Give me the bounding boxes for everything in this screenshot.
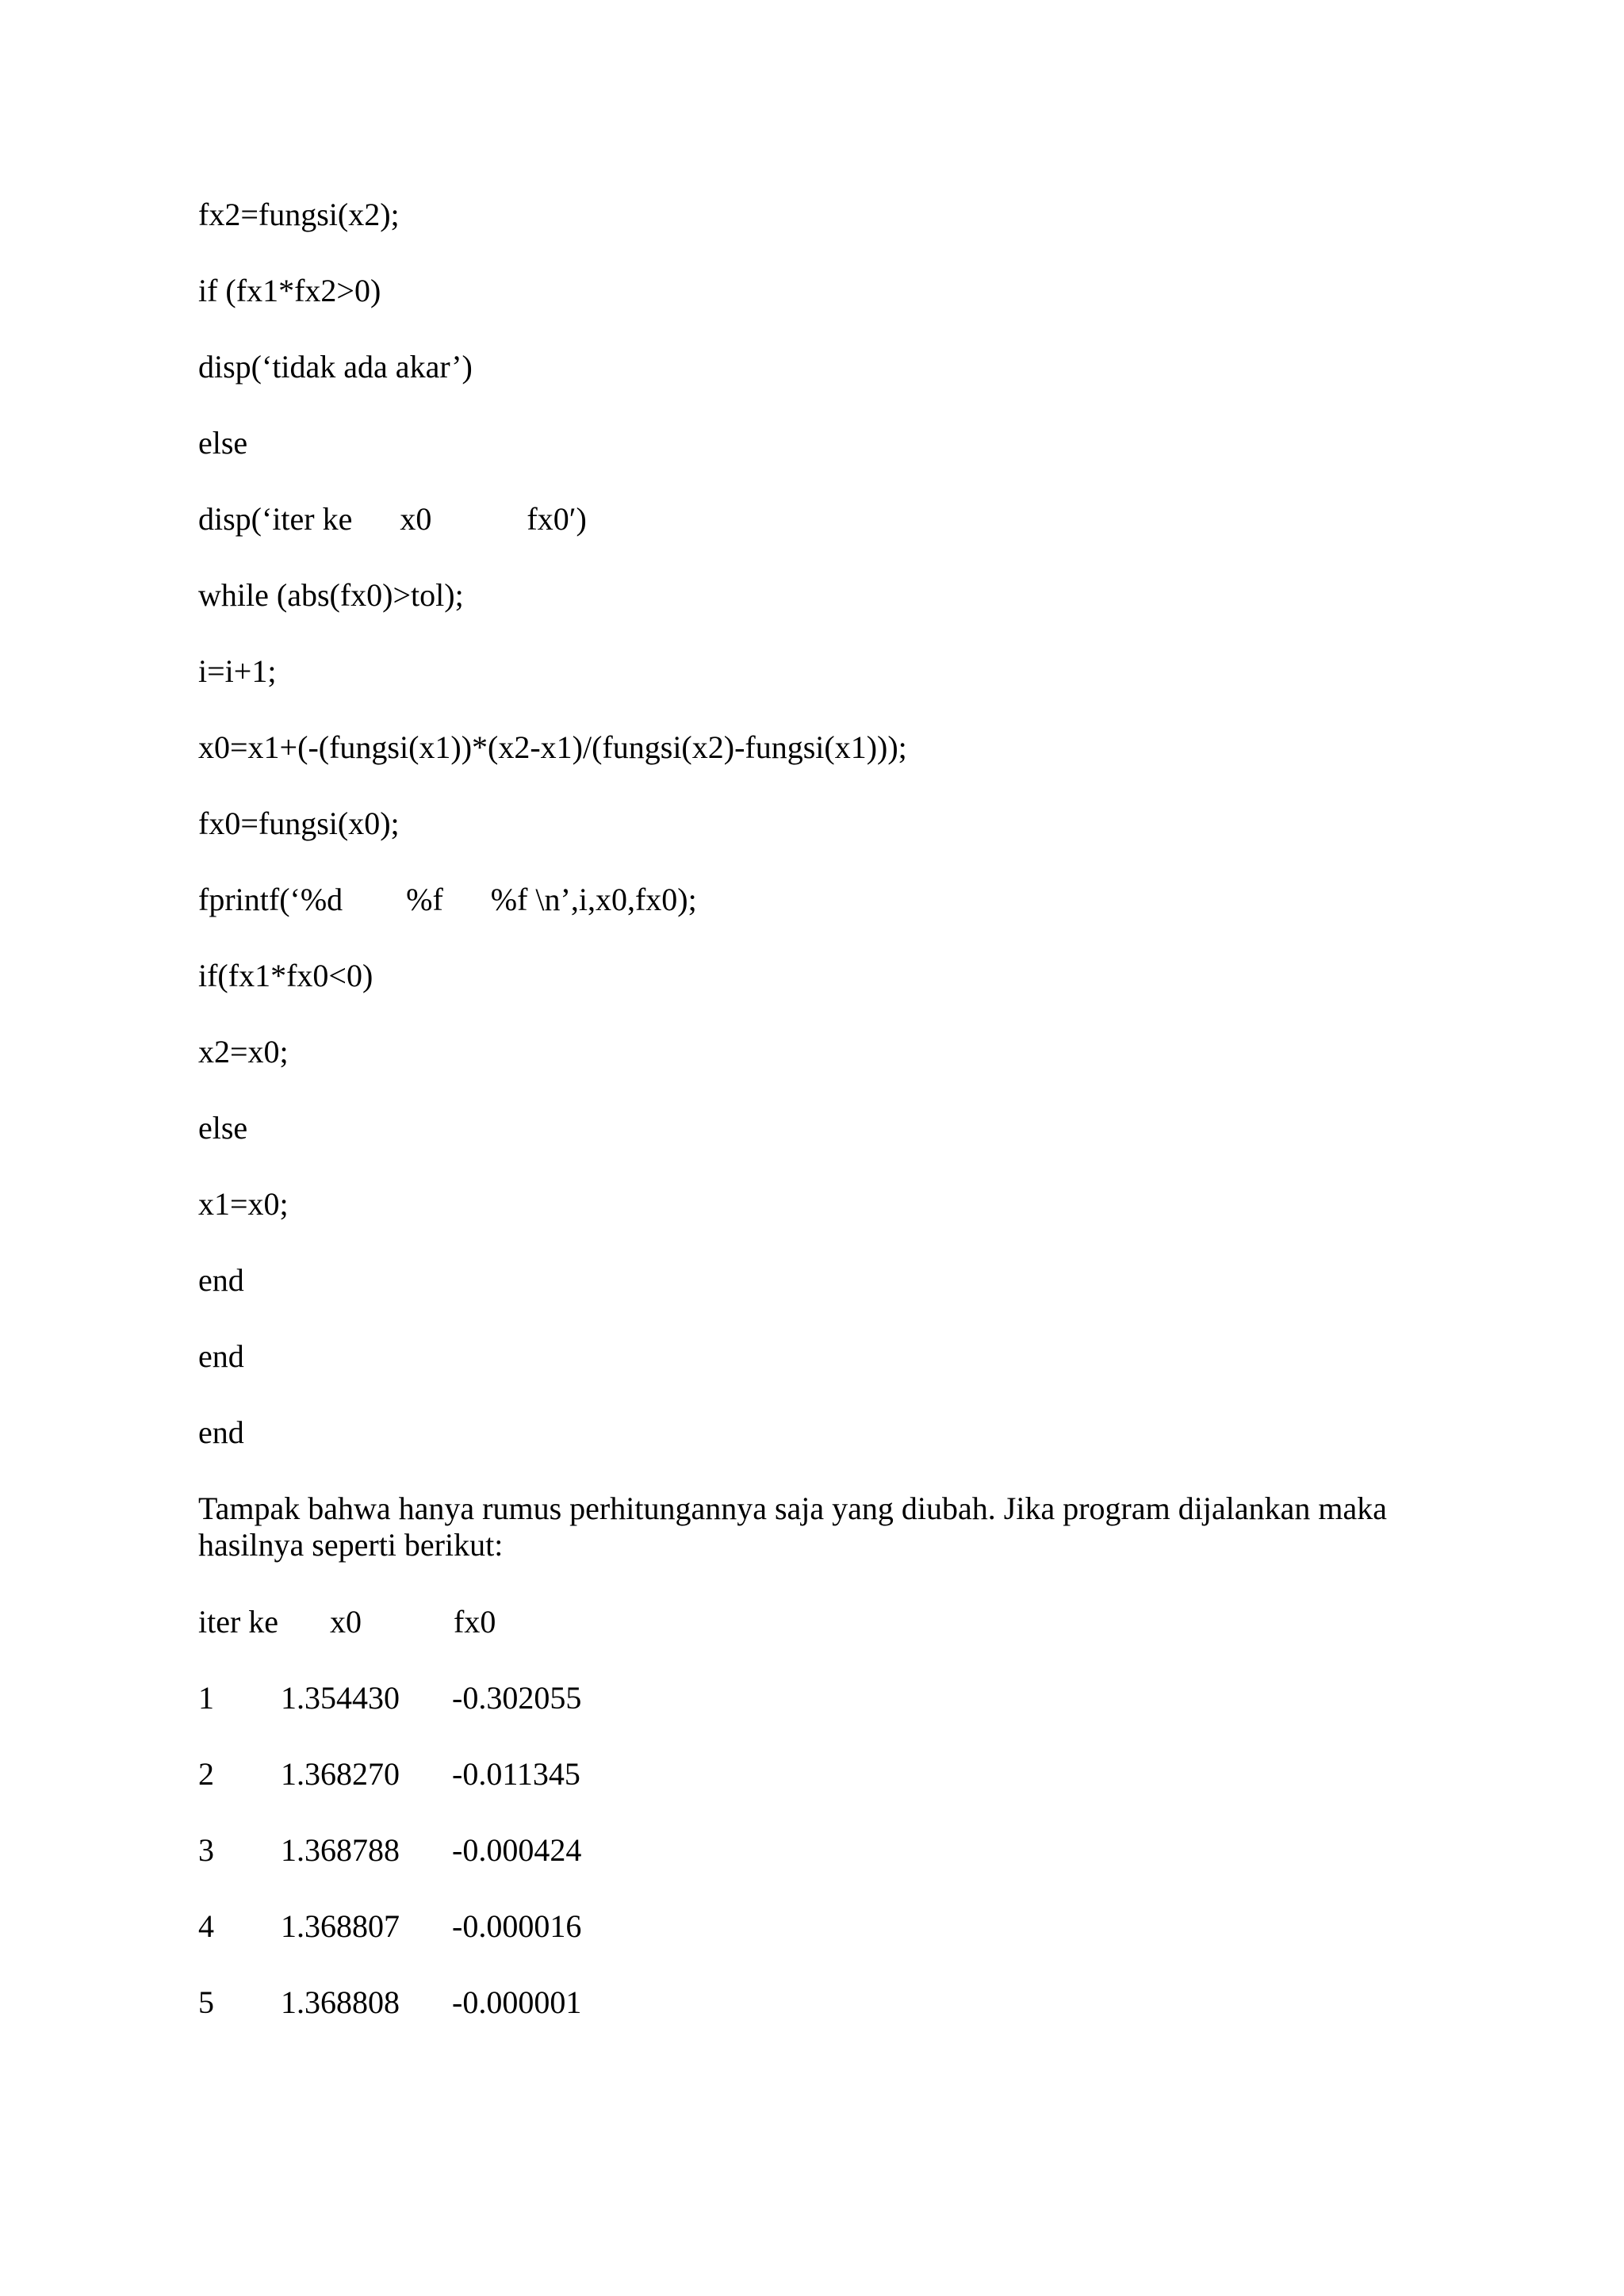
code-line: disp(‘tidak ada akar’) — [198, 349, 473, 385]
table-cell-fx0: -0.000424 — [452, 1832, 582, 1868]
table-header-iter: iter ke — [198, 1604, 279, 1640]
table-cell-fx0: -0.000016 — [452, 1908, 582, 1944]
code-line: else — [198, 425, 248, 461]
table-cell-iter: 4 — [198, 1908, 214, 1944]
code-line: x1=x0; — [198, 1186, 289, 1222]
code-line: else — [198, 1110, 248, 1146]
table-cell-x0: 1.368788 — [281, 1832, 400, 1868]
table-cell-iter: 1 — [198, 1680, 214, 1716]
table-cell-iter: 3 — [198, 1832, 214, 1868]
code-line: end — [198, 1414, 244, 1450]
code-line: fx2=fungsi(x2); — [198, 197, 400, 232]
table-cell-x0: 1.354430 — [281, 1680, 400, 1716]
code-line: end — [198, 1262, 244, 1298]
code-line: fprintf(‘%d %f %f \n’,i,x0,fx0); — [198, 882, 697, 917]
table-cell-x0: 1.368808 — [281, 1984, 400, 2020]
explanation-paragraph: Tampak bahwa hanya rumus perhitungannya saja yang diubah. Jika program dijalankan maka hasilnya seperti berikut: — [198, 1490, 1387, 1563]
table-cell-fx0: -0.011345 — [452, 1756, 580, 1792]
code-line: while (abs(fx0)>tol); — [198, 577, 464, 613]
table-cell-x0: 1.368807 — [281, 1908, 400, 1944]
code-line: end — [198, 1338, 244, 1374]
code-line: i=i+1; — [198, 653, 277, 689]
code-line: x0=x1+(-(fungsi(x1))*(x2-x1)/(fungsi(x2)-fungsi(x1))); — [198, 729, 907, 765]
code-line: if (fx1*fx2>0) — [198, 273, 381, 308]
table-cell-fx0: -0.000001 — [452, 1984, 582, 2020]
code-line: fx0=fungsi(x0); — [198, 806, 400, 841]
table-cell-x0: 1.368270 — [281, 1756, 400, 1792]
table-cell-fx0: -0.302055 — [452, 1680, 582, 1716]
table-header-fx0: fx0 — [454, 1604, 496, 1640]
code-line: if(fx1*fx0<0) — [198, 958, 373, 993]
table-cell-iter: 5 — [198, 1984, 214, 2020]
code-line: x2=x0; — [198, 1034, 289, 1070]
code-line: disp(‘iter ke x0 fx0′) — [198, 501, 587, 537]
table-cell-iter: 2 — [198, 1756, 214, 1792]
table-header-x0: x0 — [330, 1604, 362, 1640]
